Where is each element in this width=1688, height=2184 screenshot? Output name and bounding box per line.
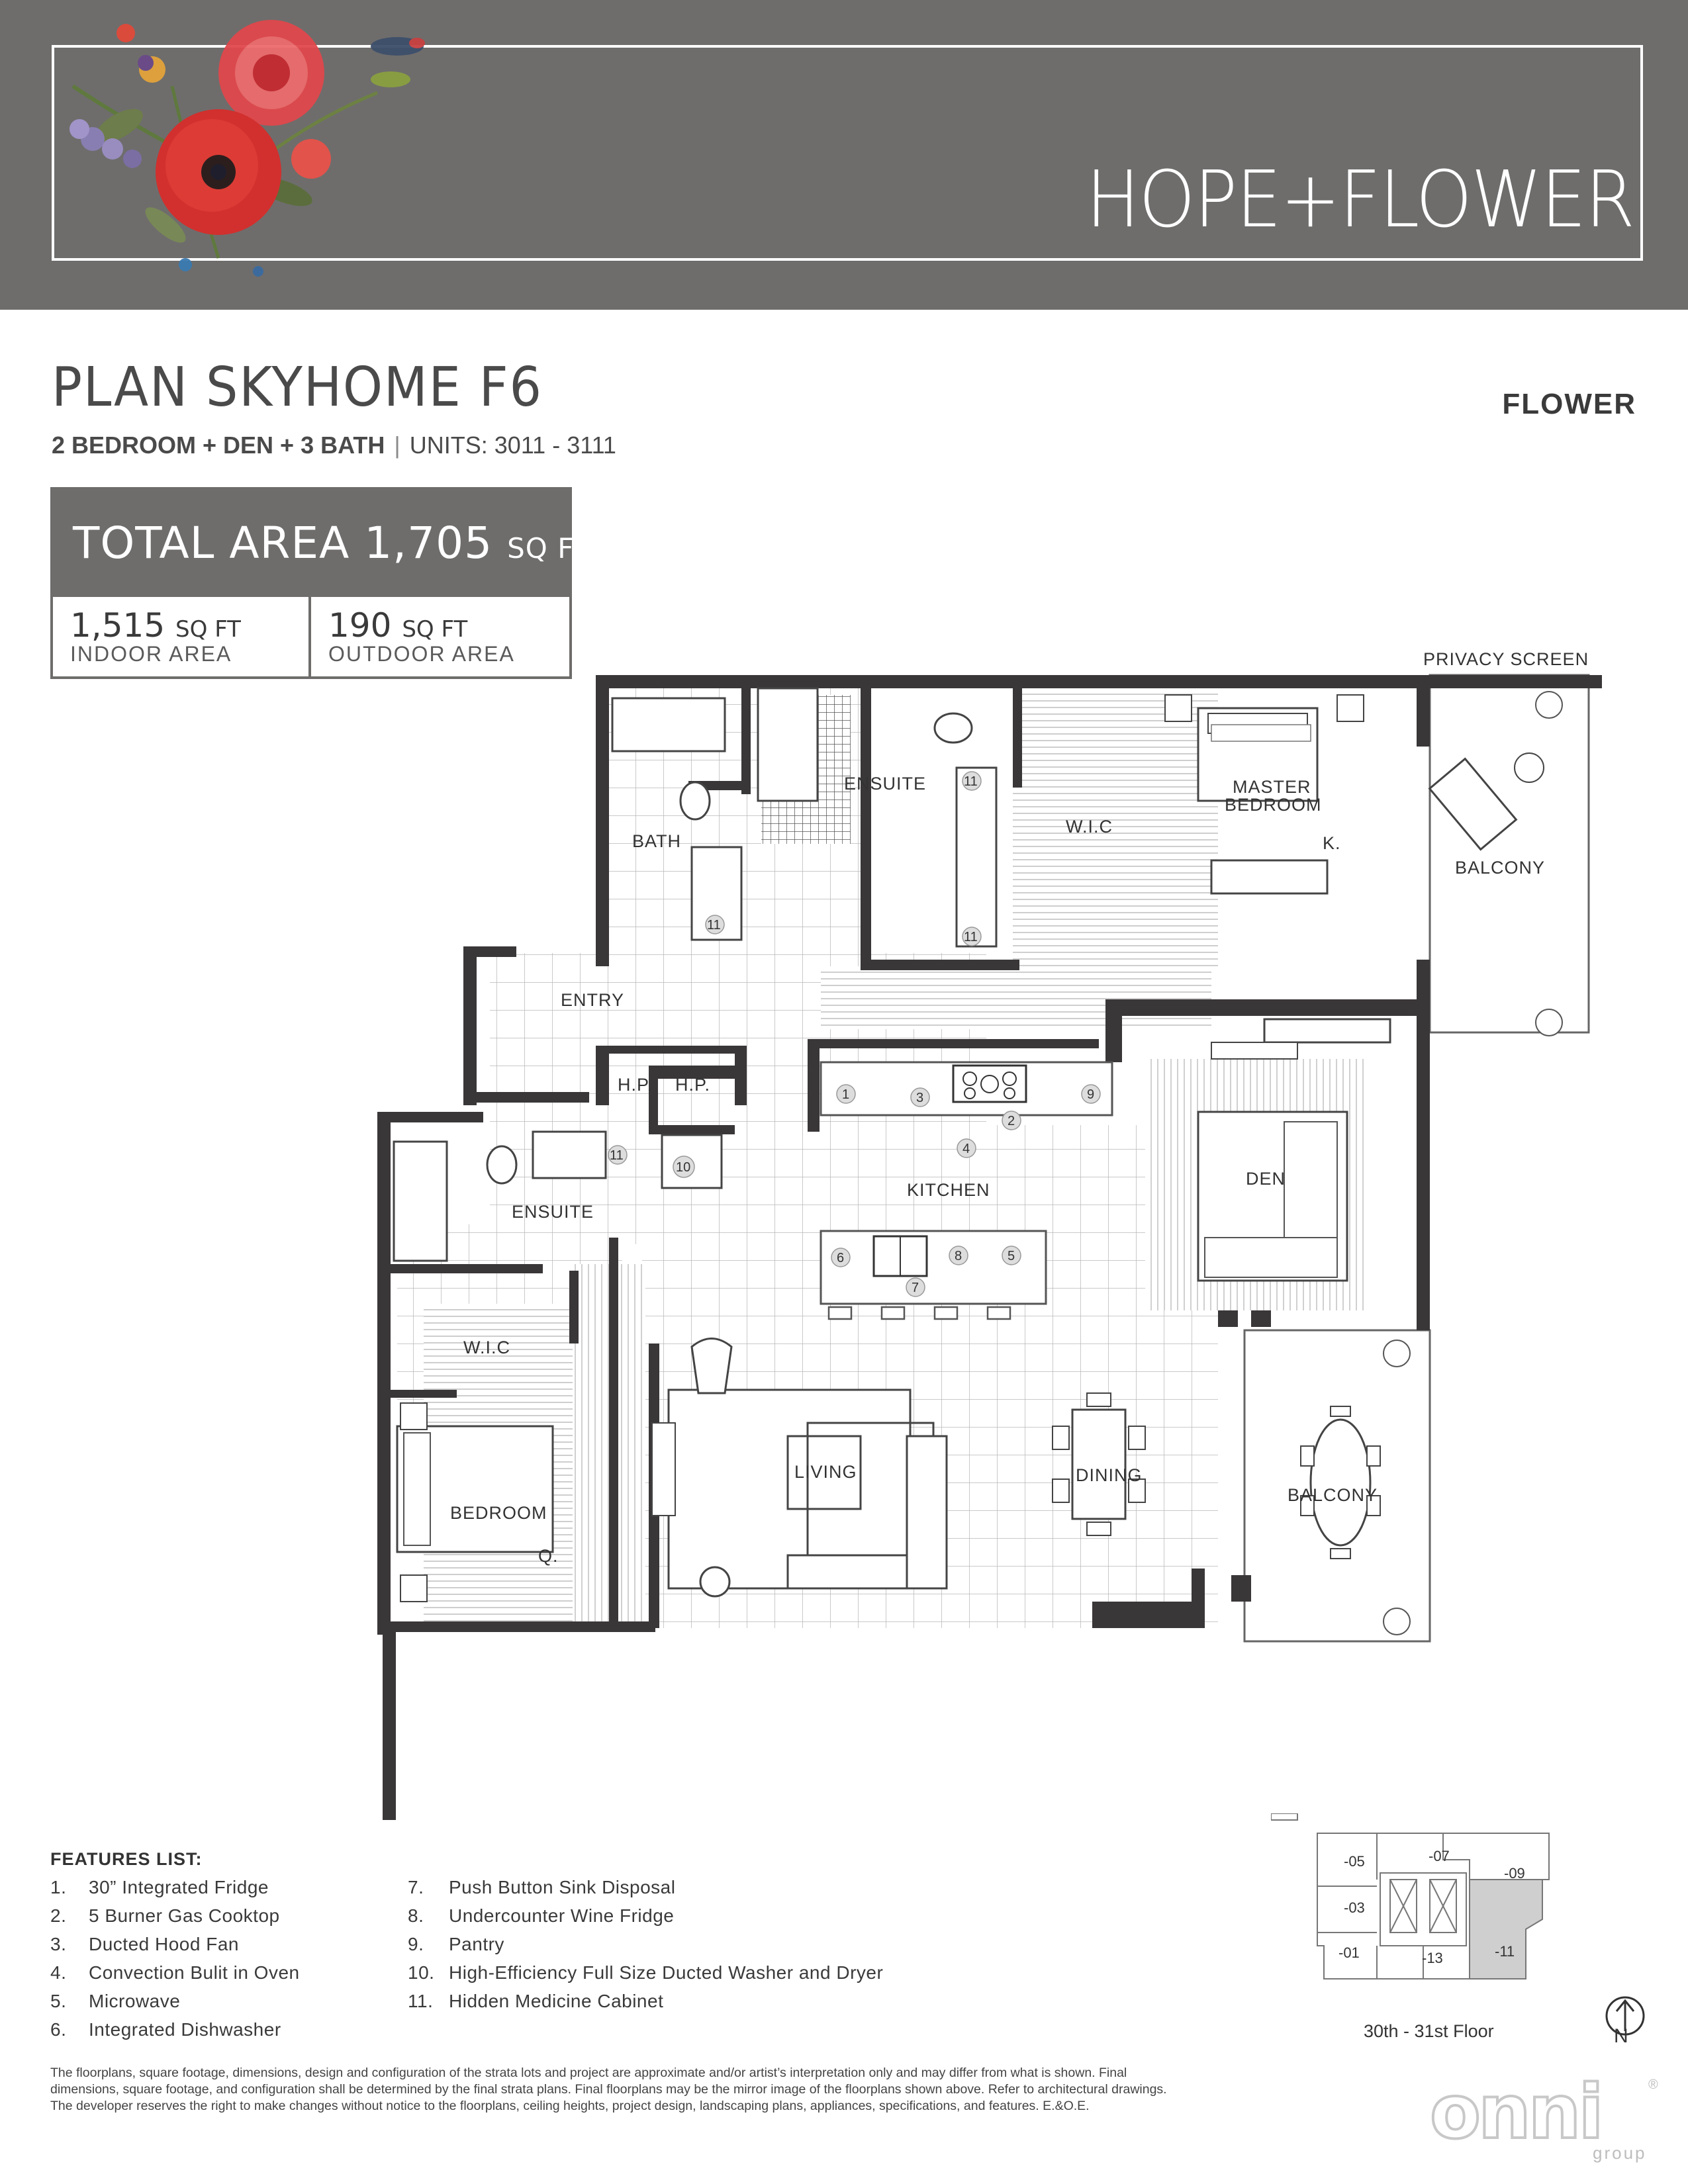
callout-2: 2 — [1008, 1114, 1015, 1128]
features-list-col2 — [408, 1877, 883, 2019]
developer-logo-wordmark: onni — [1430, 2071, 1601, 2156]
feature-item: 4. Convection Bulit in Oven — [50, 1962, 300, 1983]
feature-item: 6. Integrated Dishwasher — [50, 2019, 281, 2040]
callout-11-ensuite-lower: 11 — [610, 1148, 624, 1163]
plan-title: PLAN SKYHOME F6 — [52, 356, 543, 419]
indoor-area-label: INDOOR AREA — [70, 642, 232, 666]
floral-illustration — [20, 7, 444, 298]
keyplan-unit-13: -13 — [1422, 1950, 1443, 1966]
developer-logo — [1423, 2071, 1668, 2164]
room-balcony-lower: BALCONY — [1288, 1485, 1378, 1505]
room-master-line1: MASTER — [1233, 777, 1311, 797]
keyplan-caption: 30th - 31st Floor — [1364, 2021, 1494, 2041]
room-kitchen: KITCHEN — [907, 1180, 990, 1200]
callout-7: 7 — [912, 1281, 919, 1295]
room-wic-bedroom: W.I.C — [463, 1338, 510, 1357]
key-plan — [1271, 1813, 1556, 1999]
indoor-area — [53, 597, 311, 676]
room-master-line2: BEDROOM — [1225, 795, 1322, 815]
room-living: LIVING — [794, 1462, 857, 1482]
keyplan-unit-01: -01 — [1338, 1944, 1360, 1961]
north-label: N — [1614, 2025, 1628, 2047]
floor-plan — [357, 649, 1602, 1820]
callout-4: 4 — [962, 1142, 970, 1156]
keyplan-unit-07: -07 — [1429, 1848, 1450, 1864]
callout-11-bath: 11 — [707, 918, 721, 933]
keyplan-unit-11-highlighted: -11 — [1495, 1943, 1515, 1960]
feature-item: 7. Push Button Sink Disposal — [408, 1877, 676, 1897]
bed-bath-count: 2 BEDROOM + DEN + 3 BATH — [52, 432, 385, 459]
keyplan-unit-09: -09 — [1504, 1865, 1525, 1882]
plan-subtitle — [52, 432, 616, 459]
indoor-area-unit: SQ FT — [175, 616, 241, 643]
collection-name: FLOWER — [1502, 388, 1636, 420]
feature-item: 5. Microwave — [50, 1991, 181, 2011]
callout-5: 5 — [1008, 1249, 1015, 1263]
privacy-screen-label: PRIVACY SCREEN — [1423, 649, 1589, 669]
features-list-col1 — [50, 1877, 300, 2048]
feature-item: 9. Pantry — [408, 1934, 504, 1954]
feature-item: 2. 5 Burner Gas Cooktop — [50, 1905, 280, 1926]
bed-size-king: K. — [1323, 833, 1341, 853]
room-den: DEN — [1246, 1169, 1286, 1189]
hp-label-1: H.P. — [618, 1075, 653, 1095]
outdoor-area-label: OUTDOOR AREA — [328, 642, 515, 666]
outdoor-area-unit: SQ FT — [402, 616, 468, 643]
callout-11-ensuite-top: 11 — [964, 774, 978, 789]
callout-3: 3 — [916, 1091, 924, 1105]
developer-logo-sub: group — [1593, 2143, 1647, 2163]
unit-numbers: UNITS: 3011 - 3111 — [409, 432, 616, 459]
legal-disclaimer: The floorplans, square footage, dimensions, design and configuration of the strata lots and project are approximate and/or artist’s interpretation only and may differ from what is shown. Final dimensions, square footage, and configuration shall be determined by the final strata plans. Final floorplans may be the mirror image of the floorplans shown above. Refer to architectural drawings. The developer reserves the right to make changes without notice to the floorplans, ceiling heights, project design, landscaping plans, appliances, specifications, and features. E.&O.E. — [50, 2066, 1167, 2113]
bed-size-queen: Q. — [538, 1546, 559, 1566]
header-band — [0, 0, 1688, 310]
registered-mark: ® — [1648, 2077, 1658, 2092]
room-ensuite-bedroom: ENSUITE — [512, 1202, 594, 1222]
keyplan-unit-05: -05 — [1344, 1853, 1365, 1870]
callout-1: 1 — [842, 1087, 850, 1102]
room-ensuite-master: ENSUITE — [844, 774, 927, 794]
total-area-unit: SQ FT — [507, 532, 592, 565]
keyplan-unit-03: -03 — [1344, 1899, 1365, 1916]
callout-10: 10 — [676, 1160, 691, 1175]
total-area — [53, 490, 592, 597]
brand-logo: HOPE+FLOWER — [1086, 154, 1634, 245]
room-balcony-upper: BALCONY — [1455, 858, 1546, 878]
callout-6: 6 — [837, 1251, 845, 1265]
features-heading: FEATURES LIST: — [50, 1849, 203, 1869]
callout-9: 9 — [1087, 1087, 1095, 1102]
feature-item: 11. Hidden Medicine Cabinet — [408, 1991, 664, 2011]
hp-label-2: H.P. — [675, 1075, 711, 1095]
room-bath: BATH — [632, 831, 682, 851]
feature-item: 1. 30” Integrated Fridge — [50, 1877, 269, 1897]
room-dining: DINING — [1076, 1465, 1143, 1485]
indoor-area-value: 1,515 — [70, 606, 165, 645]
room-entry: ENTRY — [561, 990, 625, 1010]
feature-item: 8. Undercounter Wine Fridge — [408, 1905, 675, 1926]
total-area-value: TOTAL AREA 1,705 — [73, 518, 493, 569]
room-wic-master: W.I.C — [1066, 817, 1113, 837]
callout-11-ensuite-bottom: 11 — [964, 930, 978, 944]
subtitle-separator: | — [394, 432, 400, 459]
callout-8: 8 — [955, 1249, 962, 1263]
feature-item: 3. Ducted Hood Fan — [50, 1934, 239, 1954]
outdoor-area-value: 190 — [328, 606, 392, 645]
feature-item: 10. High-Efficiency Full Size Ducted Washer and Dryer — [408, 1962, 884, 1983]
room-bedroom: BEDROOM — [450, 1503, 547, 1523]
